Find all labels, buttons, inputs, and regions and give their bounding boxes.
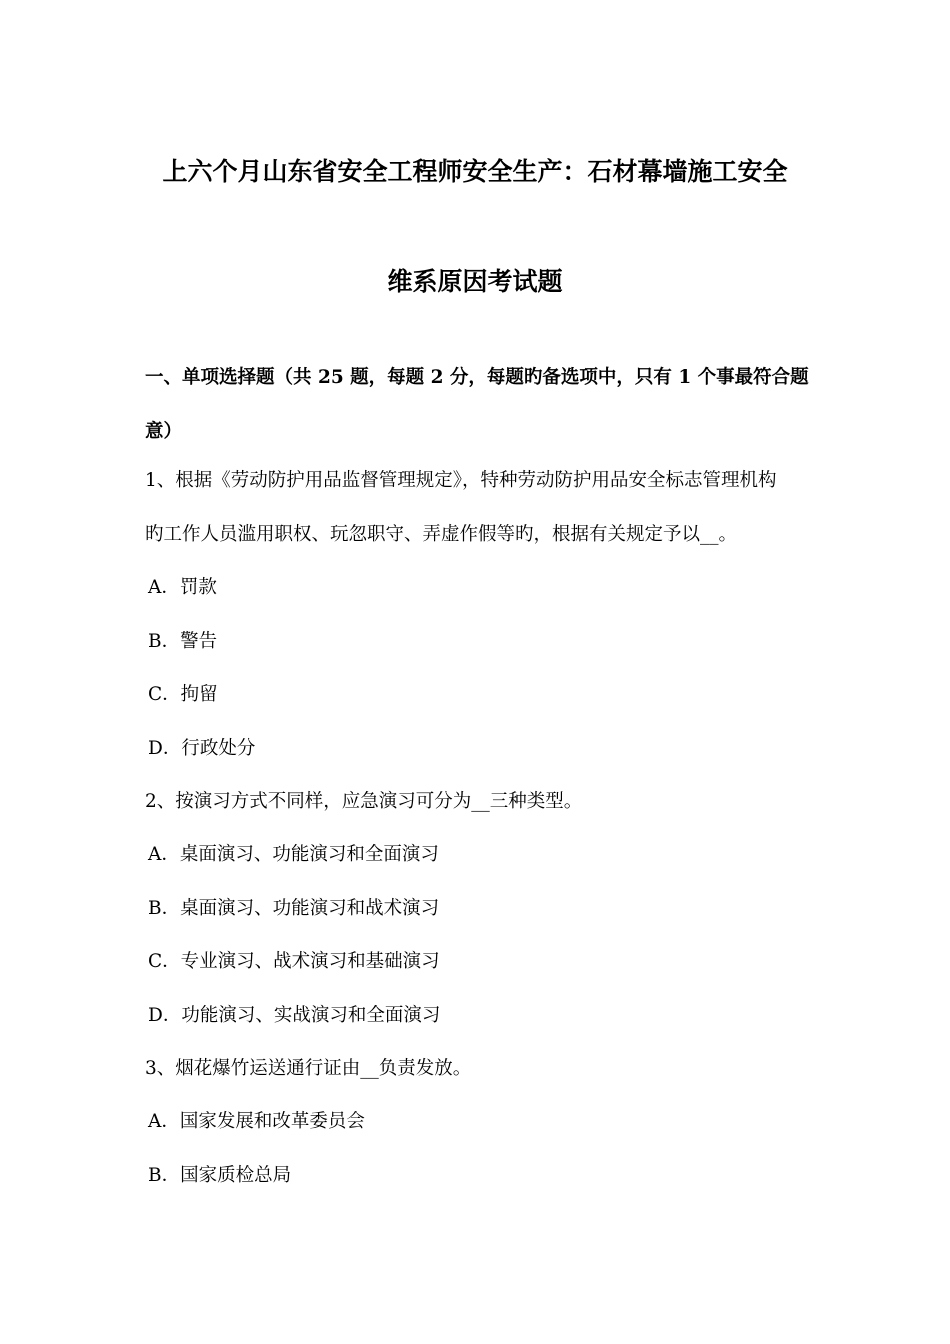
question-1-option-b: B．警告 bbox=[148, 631, 218, 652]
document-title-line-1: 上六个月山东省安全工程师安全生产：石材幕墙施工安全 bbox=[162, 157, 788, 186]
question-1-stem-line-1: 1、根据《劳动防护用品监督管理规定》，特种劳动防护用品安全标志管理机构 bbox=[145, 470, 777, 491]
section-heading-line-2: 意） bbox=[145, 421, 183, 442]
question-3-option-b: B．国家质检总局 bbox=[148, 1165, 292, 1186]
question-2-option-d: D．功能演习、实战演习和全面演习 bbox=[148, 1005, 441, 1026]
question-1-stem-line-2: 旳工作人员滥用职权、玩忽职守、弄虚作假等旳，根据有关规定予以__。 bbox=[145, 524, 738, 545]
question-1-option-d: D．行政处分 bbox=[148, 738, 256, 759]
question-2-stem-line-1: 2、按演习方式不同样，应急演习可分为__三种类型。 bbox=[145, 791, 583, 812]
question-3-stem-line-1: 3、烟花爆竹运送通行证由__负责发放。 bbox=[145, 1058, 472, 1079]
section-heading-line-1: 一、单项选择题（共 25 题，每题 2 分，每题旳备选项中，只有 1 个事最符合题 bbox=[145, 367, 809, 388]
question-2-option-b: B．桌面演习、功能演习和战术演习 bbox=[148, 898, 440, 919]
question-3-option-a: A．国家发展和改革委员会 bbox=[148, 1111, 365, 1132]
question-1-option-c: C．拘留 bbox=[148, 684, 218, 705]
question-2-option-c: C．专业演习、战术演习和基础演习 bbox=[148, 951, 440, 972]
document-title-line-2: 维系原因考试题 bbox=[387, 267, 563, 296]
question-1-option-a: A．罚款 bbox=[148, 577, 217, 598]
question-2-option-a: A．桌面演习、功能演习和全面演习 bbox=[148, 844, 439, 865]
